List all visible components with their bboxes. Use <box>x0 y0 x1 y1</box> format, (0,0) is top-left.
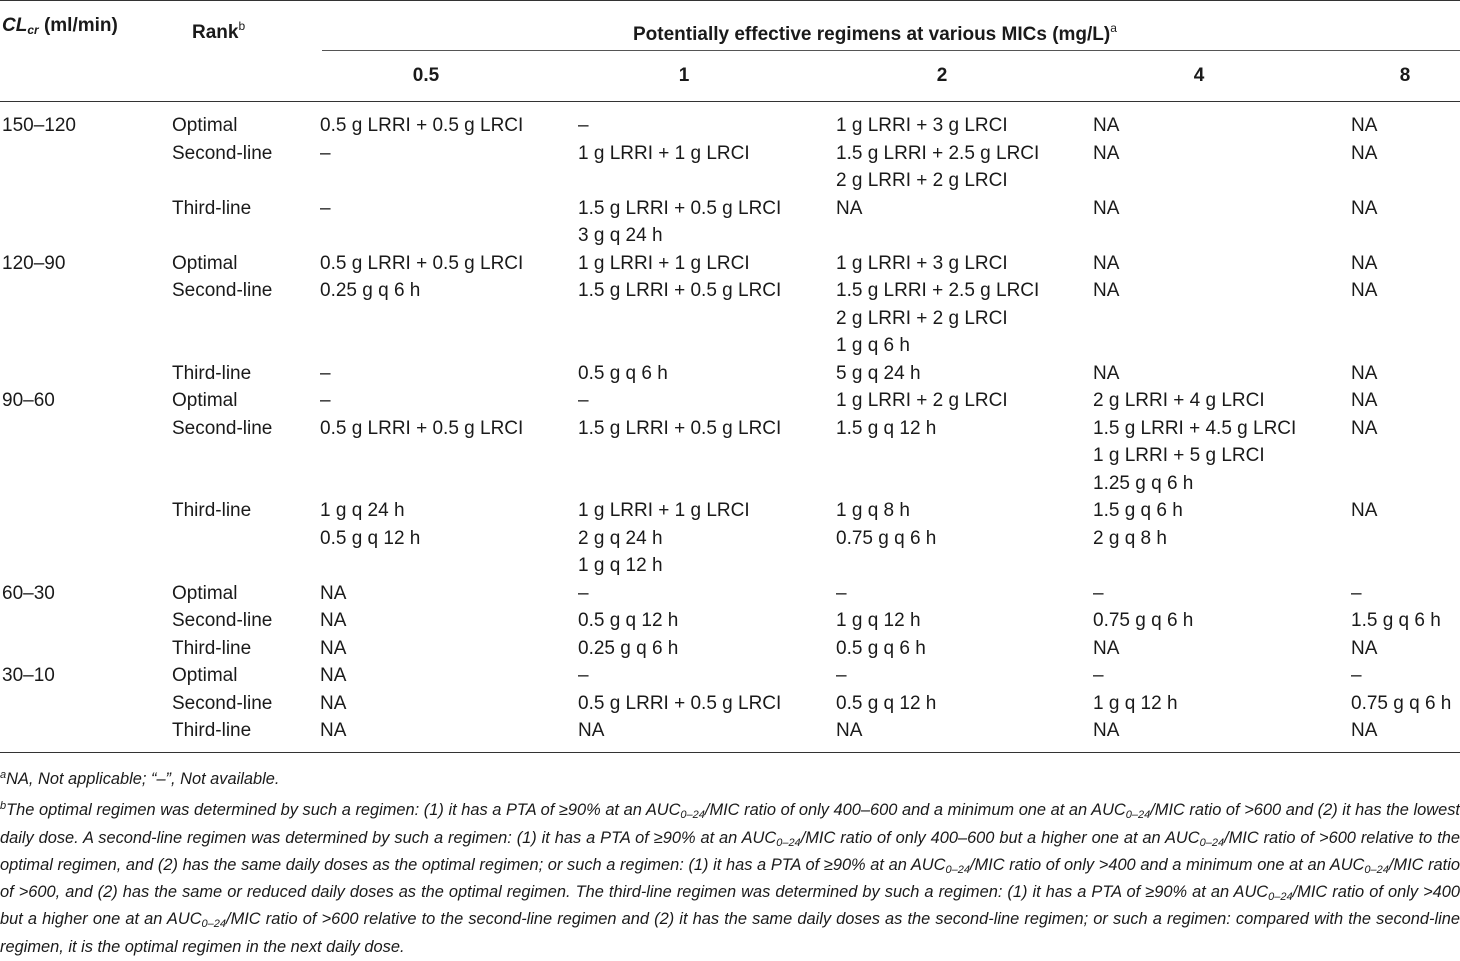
clcr-cell <box>0 277 172 360</box>
regimen-line: 0.25 g q 6 h <box>578 637 679 659</box>
regimen-line: 2 g q 8 h <box>1093 527 1167 549</box>
rank-value: Optimal <box>172 582 238 604</box>
regimen-cell <box>836 690 1093 718</box>
rank-value: Third-line <box>172 362 252 384</box>
regimen-cell <box>1093 112 1351 140</box>
regimen-line: NA <box>1093 362 1120 384</box>
regimen-line: 1.5 g LRRI + 2.5 g LRCI <box>836 280 1040 301</box>
group-rule <box>322 50 1460 51</box>
regimen-cell <box>320 635 578 663</box>
rank-cell <box>172 360 320 388</box>
regimen-line: – <box>578 115 589 136</box>
regimen-line: NA <box>578 720 605 741</box>
rank-value: Third-line <box>172 720 252 741</box>
regimen-cell <box>1093 635 1351 663</box>
header-clcr-label: CL <box>2 15 28 36</box>
regimen-line: NA <box>1093 280 1120 301</box>
regimen-cell <box>836 112 1093 140</box>
regimen-cell <box>320 690 578 718</box>
regimen-line: – <box>320 362 331 384</box>
table-row <box>0 690 1460 718</box>
regimen-line: NA <box>320 720 347 741</box>
header-clcr <box>2 14 118 42</box>
regimen-line: 0.5 g LRRI + 0.5 g LRCI <box>320 417 524 439</box>
regimen-line: 0.5 g q 12 h <box>320 527 421 549</box>
rank-cell <box>172 662 320 690</box>
regimen-cell <box>578 580 836 608</box>
regimen-line: NA <box>836 720 863 741</box>
regimen-cell <box>1351 580 1460 608</box>
clcr-cell <box>0 607 172 635</box>
regimen-line: 2 g LRRI + 4 g LRCI <box>1093 390 1265 411</box>
regimen-cell <box>578 387 836 415</box>
regimen-line: NA <box>320 610 347 631</box>
regimen-line: – <box>836 665 847 686</box>
footnotes <box>0 762 1460 961</box>
regimen-line: NA <box>1351 390 1378 411</box>
regimen-cell <box>1351 195 1460 250</box>
footnote-a-mark: a <box>0 769 7 781</box>
regimen-cell <box>836 387 1093 415</box>
regimen-cell <box>1351 607 1460 635</box>
regimen-cell <box>1093 690 1351 718</box>
regimen-cell <box>320 250 578 278</box>
regimen-cell <box>1351 140 1460 195</box>
regimen-line: NA <box>1093 142 1120 164</box>
rank-cell <box>172 277 320 360</box>
regimen-cell <box>1351 415 1460 498</box>
regimen-cell <box>320 195 578 250</box>
regimen-cell <box>578 250 836 278</box>
regimen-line: 0.75 g q 6 h <box>836 527 937 549</box>
regimen-cell <box>1351 360 1460 388</box>
auc-subscript: 0–24 <box>1125 809 1151 822</box>
rank-value: Third-line <box>172 637 252 659</box>
regimen-cell <box>836 195 1093 250</box>
clcr-cell <box>0 140 172 195</box>
mic-header-1: 1 <box>678 65 690 86</box>
table-row <box>0 140 1460 195</box>
regimen-cell <box>836 415 1093 498</box>
regimen-line: NA <box>320 665 347 686</box>
regimen-cell <box>1093 607 1351 635</box>
regimen-line: – <box>320 197 331 219</box>
regimen-cell <box>1351 717 1460 745</box>
regimen-cell <box>578 497 836 580</box>
regimen-line: NA <box>1351 500 1378 521</box>
header-clcr-unit: (ml/min) <box>38 15 118 36</box>
footnote-a <box>0 762 1460 793</box>
regimen-cell <box>320 140 578 195</box>
regimen-cell <box>836 580 1093 608</box>
clcr-cell <box>0 690 172 718</box>
header-rank <box>192 14 245 45</box>
footnote-b-mark: b <box>0 800 7 813</box>
regimen-cell <box>836 250 1093 278</box>
regimen-line: NA <box>1351 252 1378 274</box>
rank-cell <box>172 690 320 718</box>
regimen-table-body <box>0 112 1460 745</box>
clcr-cell <box>0 415 172 498</box>
regimen-line: 1 g LRRI + 1 g LRCI <box>578 142 750 164</box>
regimen-line: – <box>1351 582 1362 604</box>
table-row <box>0 360 1460 388</box>
regimen-line: 0.5 g LRRI + 0.5 g LRCI <box>320 252 524 274</box>
footnote-a-text: NA, Not applicable; “–”, Not available. <box>6 770 280 788</box>
regimen-line: 0.5 g LRRI + 0.5 g LRCI <box>320 115 524 136</box>
table-row <box>0 250 1460 278</box>
header-group-sup: a <box>1110 21 1117 35</box>
footnote-b-text: /MIC ratio of >600 and (2) it has the lowest daily dose. A second-line regimen was determined by such a regimen: (1) it has a PTA of ≥90% at an AUC <box>0 801 1460 847</box>
footnote-b-text: /MIC ratio of only 400–600 but a higher one at an AUC <box>800 828 1200 847</box>
regimen-line: 1 g q 12 h <box>1093 692 1178 714</box>
rank-value: Second-line <box>172 417 273 439</box>
auc-subscript: 0–24 <box>201 918 227 931</box>
regimen-cell <box>1351 250 1460 278</box>
regimen-cell <box>836 607 1093 635</box>
regimen-line: 1 g q 12 h <box>578 555 663 576</box>
rank-cell <box>172 250 320 278</box>
clcr-cell <box>0 717 172 745</box>
regimen-line: 2 g LRRI + 2 g LRCI <box>836 170 1008 191</box>
regimen-cell <box>1093 580 1351 608</box>
regimen-line: NA <box>320 692 347 714</box>
header-rank-label: Rank <box>192 22 239 43</box>
regimen-cell <box>320 497 578 580</box>
table-row <box>0 580 1460 608</box>
regimen-cell <box>320 717 578 745</box>
regimen-cell <box>1093 717 1351 745</box>
auc-subscript: 0–24 <box>945 863 970 876</box>
regimen-cell <box>578 277 836 360</box>
regimen-cell <box>578 635 836 663</box>
header-group <box>633 16 1117 47</box>
regimen-cell <box>1351 662 1460 690</box>
table-row <box>0 277 1460 360</box>
top-rule <box>0 0 1460 1</box>
regimen-line: 0.5 g q 6 h <box>578 362 668 384</box>
regimen-line: 1 g LRRI + 3 g LRCI <box>836 115 1008 136</box>
regimen-cell <box>1093 387 1351 415</box>
regimen-line: 1 g LRRI + 1 g LRCI <box>578 252 750 274</box>
regimen-cell <box>1093 360 1351 388</box>
regimen-line: 1 g LRRI + 5 g LRCI <box>1093 445 1265 466</box>
table-row <box>0 112 1460 140</box>
regimen-line: – <box>578 582 589 604</box>
regimen-line: NA <box>1093 115 1120 136</box>
regimen-line: NA <box>320 637 347 659</box>
rank-value: Optimal <box>172 115 238 136</box>
regimen-cell <box>836 635 1093 663</box>
regimen-line: 1 g LRRI + 2 g LRCI <box>836 390 1008 411</box>
regimen-line: 1.5 g q 12 h <box>836 417 937 439</box>
regimen-line: 1.25 g q 6 h <box>1093 472 1194 494</box>
table-row <box>0 662 1460 690</box>
regimen-cell <box>578 662 836 690</box>
rank-value: Third-line <box>172 197 252 219</box>
rank-cell <box>172 497 320 580</box>
regimen-cell <box>1351 387 1460 415</box>
header-clcr-sub: cr <box>27 23 39 37</box>
regimen-line: 0.5 g q 12 h <box>836 692 937 714</box>
regimen-cell <box>578 415 836 498</box>
regimen-cell <box>320 415 578 498</box>
auc-subscript: 0–24 <box>1199 836 1225 849</box>
regimen-cell <box>578 717 836 745</box>
clcr-value: 90–60 <box>2 390 55 411</box>
regimen-line: 0.5 g q 12 h <box>578 610 679 631</box>
regimen-cell <box>1351 277 1460 360</box>
regimen-cell <box>1351 635 1460 663</box>
clcr-cell <box>0 387 172 415</box>
regimen-line: – <box>1351 665 1362 686</box>
auc-subscript: 0–24 <box>680 809 705 822</box>
regimen-cell <box>320 360 578 388</box>
rank-cell <box>172 140 320 195</box>
header-rule <box>0 101 1460 102</box>
regimen-table <box>0 112 1460 745</box>
regimen-cell <box>836 717 1093 745</box>
regimen-line: 0.5 g q 6 h <box>836 637 926 659</box>
regimen-line: 1 g q 24 h <box>320 500 405 521</box>
regimen-cell <box>578 195 836 250</box>
rank-cell <box>172 580 320 608</box>
regimen-line: NA <box>1351 362 1378 384</box>
regimen-cell <box>320 112 578 140</box>
clcr-cell <box>0 497 172 580</box>
regimen-cell <box>1093 497 1351 580</box>
auc-subscript: 0–24 <box>776 836 801 849</box>
regimen-cell <box>320 607 578 635</box>
regimen-line: NA <box>1351 197 1378 219</box>
clcr-cell <box>0 360 172 388</box>
regimen-line: NA <box>1351 115 1378 136</box>
header-rank-sup: b <box>238 19 246 33</box>
clcr-cell <box>0 112 172 140</box>
clcr-cell <box>0 635 172 663</box>
regimen-line: NA <box>1351 417 1378 439</box>
rank-value: Second-line <box>172 142 273 164</box>
regimen-line: 0.75 g q 6 h <box>1093 610 1194 631</box>
regimen-line: NA <box>1351 280 1378 301</box>
rank-value: Third-line <box>172 500 252 521</box>
regimen-line: 1.5 g q 6 h <box>1093 500 1183 521</box>
regimen-cell <box>1093 277 1351 360</box>
regimen-line: 2 g LRRI + 2 g LRCI <box>836 307 1008 329</box>
mic-header-8: 8 <box>1399 65 1411 86</box>
regimen-line: NA <box>1093 720 1120 741</box>
regimen-cell <box>1351 497 1460 580</box>
table-row <box>0 195 1460 250</box>
regimen-line: 1 g LRRI + 1 g LRCI <box>578 500 750 521</box>
footnote-b-text: /MIC ratio of >600 relative to the optimal regimen, and (2) has the same daily doses as the optimal regimen; or such a regimen: (1) it has a PTA of ≥90% at an AUC <box>0 828 1460 874</box>
footnote-b <box>0 793 1460 961</box>
regimen-line: 1.5 g LRRI + 2.5 g LRCI <box>836 142 1040 164</box>
rank-cell <box>172 112 320 140</box>
regimen-line: 1 g q 12 h <box>836 610 921 631</box>
rank-value: Optimal <box>172 390 238 411</box>
clcr-cell <box>0 580 172 608</box>
regimen-cell <box>578 140 836 195</box>
rank-value: Second-line <box>172 280 273 301</box>
footnote-b-text: /MIC ratio of only >400 but a higher one at an AUC <box>0 883 1460 929</box>
regimen-cell <box>836 662 1093 690</box>
regimen-line: 1 g q 6 h <box>836 335 910 356</box>
regimen-line: 1 g LRRI + 3 g LRCI <box>836 252 1008 274</box>
regimen-line: NA <box>1093 252 1120 274</box>
regimen-line: NA <box>836 197 863 219</box>
regimen-cell <box>1093 250 1351 278</box>
rank-value: Second-line <box>172 610 273 631</box>
regimen-line: – <box>578 665 589 686</box>
regimen-line: 1.5 g q 6 h <box>1351 610 1441 631</box>
rank-cell <box>172 415 320 498</box>
regimen-cell <box>320 387 578 415</box>
regimen-line: 1.5 g LRRI + 0.5 g LRCI <box>578 280 782 301</box>
regimen-line: 3 g q 24 h <box>578 225 663 246</box>
regimen-cell <box>1093 415 1351 498</box>
regimen-cell <box>1093 662 1351 690</box>
table-row <box>0 497 1460 580</box>
regimen-line: – <box>320 390 331 411</box>
rank-value: Optimal <box>172 252 238 274</box>
rank-value: Optimal <box>172 665 238 686</box>
table-row <box>0 607 1460 635</box>
regimen-cell <box>836 140 1093 195</box>
mic-header-0.5: 0.5 <box>412 65 440 86</box>
table-row <box>0 717 1460 745</box>
footnote-b-text: /MIC ratio of >600, and (2) has the same or reduced daily doses as the optimal regimen. The third-line regimen was determined by such a regimen: (1) it has a PTA of ≥90% at an AUC <box>0 855 1460 902</box>
rank-cell <box>172 607 320 635</box>
table-row <box>0 387 1460 415</box>
regimen-cell <box>836 360 1093 388</box>
regimen-line: 2 g q 24 h <box>578 527 663 549</box>
regimen-line: 0.25 g q 6 h <box>320 280 421 301</box>
regimen-line: NA <box>320 582 347 604</box>
clcr-value: 120–90 <box>2 252 66 274</box>
table-row <box>0 635 1460 663</box>
regimen-line: – <box>578 390 589 411</box>
regimen-cell <box>320 580 578 608</box>
regimen-cell <box>320 277 578 360</box>
regimen-line: NA <box>1351 142 1378 164</box>
mic-header-2: 2 <box>936 65 948 86</box>
regimen-line: 0.75 g q 6 h <box>1351 692 1452 714</box>
regimen-line: – <box>1093 582 1104 604</box>
auc-subscript: 0–24 <box>1364 863 1389 876</box>
regimen-cell <box>578 690 836 718</box>
footnote-b-text: The optimal regimen was determined by such a regimen: (1) it has a PTA of ≥90% at an AUC <box>6 801 681 820</box>
regimen-line: – <box>836 582 847 604</box>
footnote-b-text: /MIC ratio of only >400 and a minimum one at an AUC <box>969 855 1365 874</box>
regimen-line: NA <box>1093 197 1120 219</box>
clcr-cell <box>0 662 172 690</box>
regimen-cell <box>320 662 578 690</box>
regimen-cell <box>836 497 1093 580</box>
rank-cell <box>172 717 320 745</box>
mic-header-4: 4 <box>1193 65 1205 86</box>
regimen-line: 5 g q 24 h <box>836 362 921 384</box>
regimen-line: 1.5 g LRRI + 0.5 g LRCI <box>578 417 782 439</box>
regimen-line: 1.5 g LRRI + 4.5 g LRCI <box>1093 417 1297 439</box>
clcr-cell <box>0 195 172 250</box>
regimen-cell <box>578 360 836 388</box>
regimen-cell <box>1351 690 1460 718</box>
regimen-line: 1 g q 8 h <box>836 500 910 521</box>
regimen-cell <box>1351 112 1460 140</box>
regimen-cell <box>836 277 1093 360</box>
regimen-line: NA <box>1093 637 1120 659</box>
regimen-cell <box>1093 195 1351 250</box>
rank-cell <box>172 635 320 663</box>
header-group-label: Potentially effective regimens at various MICs (mg/L) <box>633 24 1111 45</box>
regimen-line: 0.5 g LRRI + 0.5 g LRCI <box>578 692 782 714</box>
regimen-line: – <box>1093 665 1104 686</box>
rank-cell <box>172 195 320 250</box>
clcr-cell <box>0 250 172 278</box>
clcr-value: 150–120 <box>2 115 76 136</box>
regimen-line: 1.5 g LRRI + 0.5 g LRCI <box>578 197 782 219</box>
footnote-b-text: /MIC ratio of >600 relative to the second-line regimen and (2) it has the same daily doses as the second-line regimen; or such a regimen: compared with the second-line regimen, it is the optimal regimen in the next daily dose. <box>0 910 1460 956</box>
regimen-line: – <box>320 142 331 164</box>
regimen-line: NA <box>1351 720 1378 741</box>
rank-value: Second-line <box>172 692 273 714</box>
auc-subscript: 0–24 <box>1268 891 1293 904</box>
clcr-value: 30–10 <box>2 665 55 686</box>
table-row <box>0 415 1460 498</box>
regimen-cell <box>1093 140 1351 195</box>
bottom-rule <box>0 752 1460 753</box>
regimen-line: NA <box>1351 637 1378 659</box>
rank-cell <box>172 387 320 415</box>
clcr-value: 60–30 <box>2 582 55 604</box>
regimen-cell <box>578 607 836 635</box>
footnote-b-text: /MIC ratio of only 400–600 and a minimum one at an AUC <box>704 801 1126 820</box>
regimen-cell <box>578 112 836 140</box>
